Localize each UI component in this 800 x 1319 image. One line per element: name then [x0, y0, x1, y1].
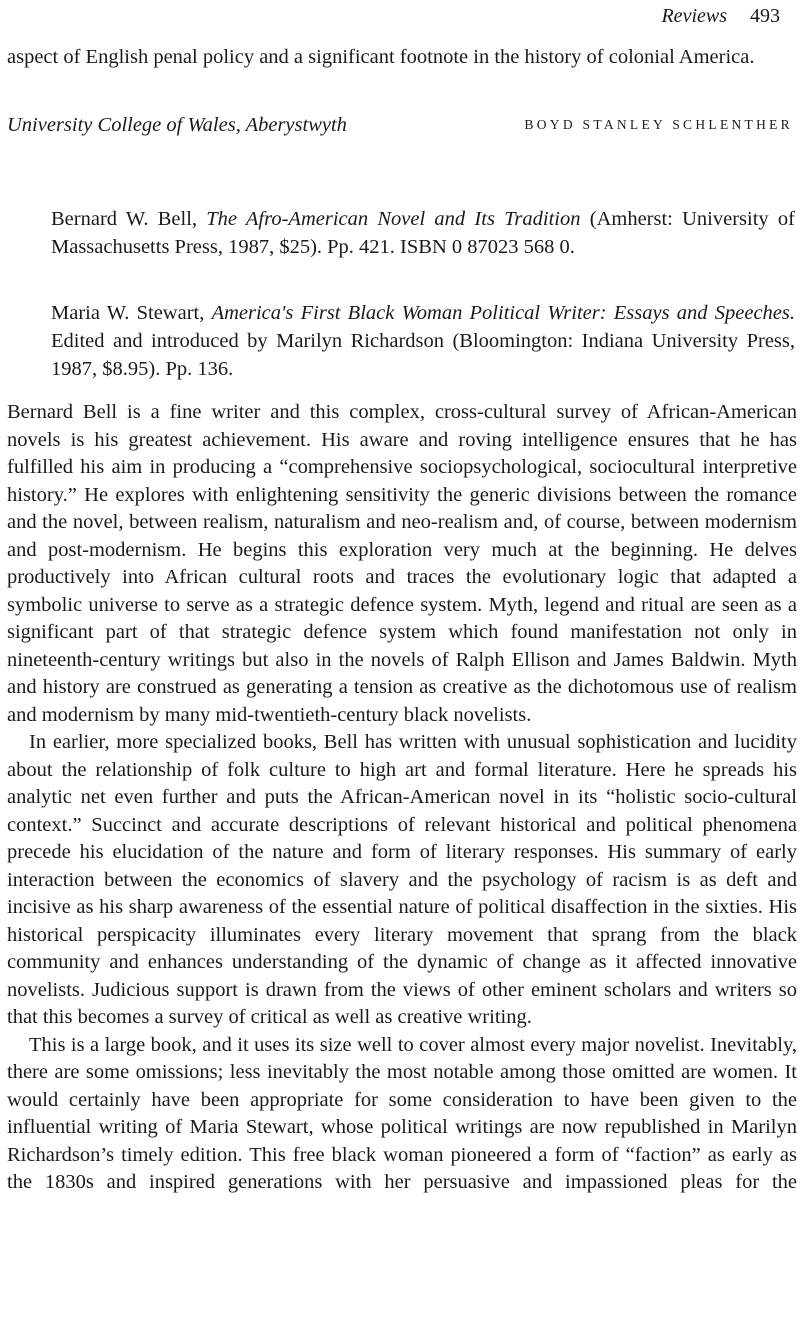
reviewer-name: BOYD STANLEY SCHLENTHER [524, 117, 793, 132]
review-paragraph: In earlier, more specialized books, Bell has written with unusual sophistication and lucidity about the relationship of folk culture to high art and formal literature. Here he spreads his analytic net even further and puts the African-American novel in its “holistic socio-cultural context.” Succinct and accurate descriptions of relevant historical and political phenomena precede his elucidation of the nature and form of literary responses. His summary of early interaction between the economics of slavery and the psychology of racism is as deft and incisive as his sharp awareness of the essential nature of political disaffection in the sixties. His historical perspicacity illuminates every literary movement that sprang from the black community and enhances understanding of the dynamic of change as it affected innovative novelists. Judicious support is drawn from the views of other eminent scholars and writers so that this becomes a survey of critical as well as creative writing. [7, 731, 797, 1028]
running-head [661, 2, 780, 30]
book-author: Maria W. Stewart, [51, 302, 205, 324]
running-head-title: Reviews [661, 5, 727, 27]
book-citation [51, 205, 795, 261]
book-details: (Amherst: University of Massachusetts Press, 1987, $25). Pp. 421. ISBN 0 87023 568 0. [51, 208, 795, 258]
previous-review-signoff [7, 111, 793, 139]
book-citation [51, 299, 795, 383]
book-title: America's First Black Woman Political Writer: Essays and Speeches. [211, 302, 796, 324]
previous-review-closing-text: aspect of English penal policy and a significant footnote in the history of colonial America. [7, 46, 755, 68]
review-paragraph: Bernard Bell is a fine writer and this complex, cross-cultural survey of African-American novels is his greatest achievement. His aware and roving intelligence ensures that he has fulfilled his aim in producing a “comprehensive sociopsychological, sociocultural interpretive history.” He explores with enlightening sensitivity the generic divisions between the romance and the novel, between realism, naturalism and neo-realism and, of course, between modernism and post-modernism. He begins this exploration very much at the beginning. He delves productively into African cultural roots and traces the evolutionary logic that adapted a symbolic universe to serve as a strategic defence system. Myth, legend and ritual are seen as a significant part of that strategic defence system which found manifestation not only in nineteenth-century writings but also in the novels of Ralph Ellison and James Baldwin. Myth and history are construed as generating a tension as creative as the dichotomous use of realism and modernism by many mid-twentieth-century black novelists. [7, 401, 797, 726]
book-details: Edited and introduced by Marilyn Richardson (Bloomington: Indiana University Press, 1987, $8.95). Pp. 136. [51, 330, 795, 380]
review-body [7, 399, 797, 1197]
page-number: 493 [750, 5, 780, 27]
reviewer-affiliation: University College of Wales, Aberystwyth [7, 114, 347, 136]
book-author: Bernard W. Bell, [51, 208, 198, 230]
review-paragraph: This is a large book, and it uses its size well to cover almost every major novelist. Inevitably, there are some omissions; less inevitably the most notable among those omitted are women. It would certainly have been appropriate for some consideration to have been given to the influential writing of Maria Stewart, whose political writings are now republished in Marilyn Richardson’s timely edition. This free black woman pioneered a form of “faction” as early as the 1830s and inspired generations with her persuasive and impassioned pleas for the [7, 1033, 797, 1193]
book-title: The Afro-American Novel and Its Tradition [206, 208, 581, 230]
